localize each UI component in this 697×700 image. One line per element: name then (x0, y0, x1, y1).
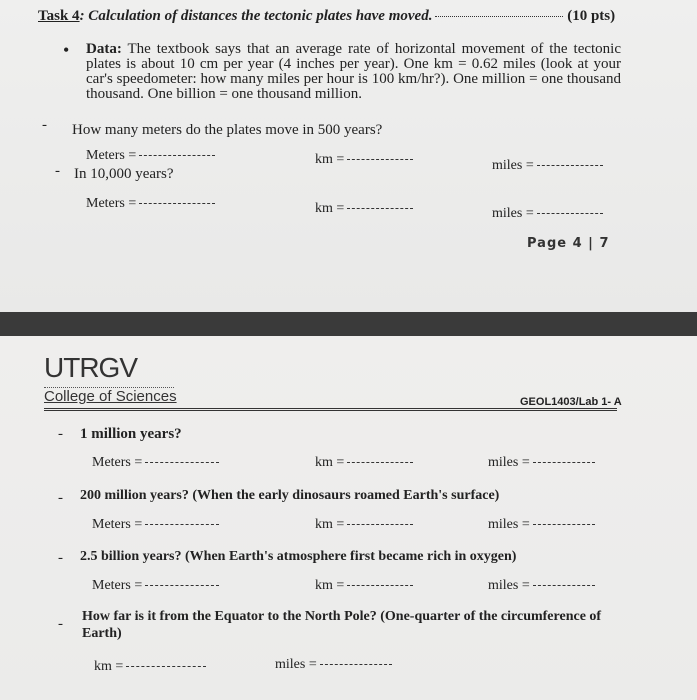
meters-field-10000 (86, 196, 215, 212)
miles-field-10000 (492, 206, 603, 222)
miles-blank[interactable] (533, 462, 595, 463)
bullet-icon: • (63, 40, 70, 60)
km-label: km = (315, 152, 345, 167)
meters-field-2-5b (92, 578, 219, 594)
km-blank[interactable] (347, 208, 413, 209)
data-paragraph (86, 42, 621, 102)
question-2-5-billion-note: (When Earth's atmosphere first became rich in oxygen) (181, 549, 517, 564)
utrgv-logo: UTRGV (44, 352, 137, 383)
meters-label: Meters = (92, 517, 143, 532)
worksheet-page-4 (0, 0, 697, 312)
km-field-500 (315, 152, 413, 168)
meters-field-1m (92, 455, 219, 471)
km-blank[interactable] (347, 524, 413, 525)
meters-field-500 (86, 148, 215, 164)
miles-label: miles = (488, 517, 530, 532)
task-points: (10 pts) (567, 8, 616, 24)
course-code: GEOL1403/Lab 1- A (520, 396, 622, 408)
miles-label: miles = (492, 158, 534, 173)
km-field-2-5b (315, 578, 413, 594)
km-field-1m (315, 455, 413, 471)
question-1-million: 1 million years? (80, 426, 182, 442)
title-leader-dots (435, 16, 563, 17)
meters-blank[interactable] (145, 462, 219, 463)
dash-marker: - (58, 616, 63, 632)
meters-field-200m (92, 517, 219, 533)
km-blank[interactable] (347, 585, 413, 586)
miles-blank[interactable] (320, 664, 392, 665)
miles-blank[interactable] (533, 524, 595, 525)
km-blank[interactable] (347, 159, 413, 160)
college-name: College of Sciences (44, 388, 177, 405)
question-2-5-billion-bold: 2.5 billion years? (80, 549, 182, 564)
meters-label: Meters = (86, 196, 137, 211)
dash-marker: - (42, 117, 47, 133)
dash-marker: - (58, 550, 63, 566)
question-equator-pole-note: (One-quarter of the circumference of Earth) (82, 609, 602, 641)
km-field-equator (94, 659, 206, 675)
meters-label: Meters = (92, 455, 143, 470)
task-title-text: : Calculation of distances the tectonic plates have moved. (79, 8, 433, 24)
task-title (38, 8, 615, 25)
km-blank[interactable] (347, 462, 413, 463)
km-field-10000 (315, 201, 413, 217)
question-500-years: How many meters do the plates move in 500 years? (72, 122, 383, 138)
km-label: km = (315, 201, 345, 216)
meters-label: Meters = (92, 578, 143, 593)
header-rule (44, 408, 617, 414)
miles-field-1m (488, 455, 595, 471)
km-label: km = (94, 659, 124, 674)
question-200-million: 200 million years? (When the early dinosaurs roamed Earth's surface) (80, 488, 500, 503)
question-equator-pole-bold: How far is it from the Equator to the North Pole? (82, 609, 377, 624)
miles-label: miles = (488, 455, 530, 470)
meters-blank[interactable] (139, 155, 215, 156)
miles-blank[interactable] (533, 585, 595, 586)
miles-field-200m (488, 517, 595, 533)
dash-marker: - (58, 490, 63, 506)
dash-marker: - (55, 163, 60, 179)
page-number: Page 4 | 7 (527, 236, 610, 251)
meters-label: Meters = (86, 148, 137, 163)
task-number: Task 4 (38, 8, 80, 24)
miles-field-2-5b (488, 578, 595, 594)
data-text: The textbook says that an average rate of horizontal movement of the tectonic plates is about 10 cm per year (4 inches per year). One km = 0.62 miles (look at your car's speedometer: how many miles per hour is 100 km/hr?). One million = one thousand thousand. One billion = one thousand million. (86, 41, 621, 102)
worksheet-page-5 (0, 336, 697, 700)
km-field-200m (315, 517, 413, 533)
dash-marker: - (58, 426, 63, 442)
question-equator-pole (82, 608, 612, 642)
km-label: km = (315, 517, 345, 532)
miles-label: miles = (492, 206, 534, 221)
question-10000-years: In 10,000 years? (74, 166, 174, 182)
miles-field-500 (492, 158, 603, 174)
meters-blank[interactable] (139, 203, 215, 204)
sheet-gap (0, 312, 697, 336)
meters-blank[interactable] (145, 585, 219, 586)
miles-label: miles = (488, 578, 530, 593)
data-label: Data: (86, 41, 122, 57)
km-blank[interactable] (126, 666, 206, 667)
km-label: km = (315, 578, 345, 593)
miles-blank[interactable] (537, 165, 603, 166)
km-label: km = (315, 455, 345, 470)
miles-field-equator (275, 657, 392, 673)
miles-label: miles = (275, 657, 317, 672)
miles-blank[interactable] (537, 213, 603, 214)
meters-blank[interactable] (145, 524, 219, 525)
question-2-5-billion (80, 549, 516, 565)
